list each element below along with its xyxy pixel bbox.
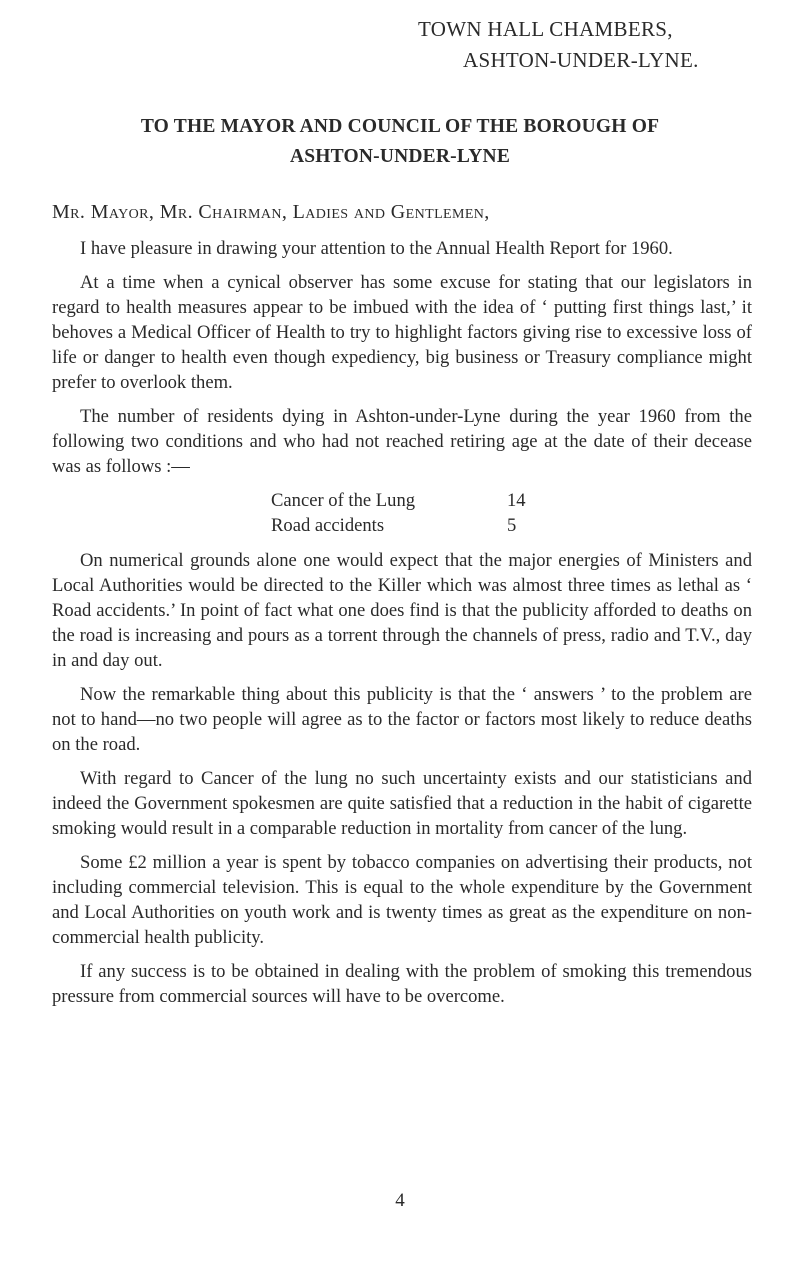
stat-label: Road accidents (271, 515, 385, 536)
mortality-table (52, 488, 752, 538)
report-body (52, 236, 752, 1018)
paragraph: At a time when a cynical observer has some excuse for stating that our legislators in regard to health measures appear to be imbued with the idea of ‘ putting first things last,’ it behoves a Medical Officer of Health to try to highlight factors giving rise to excessive loss of life or danger to health even though expediency, big business or Treasury compliance might prefer to overlook them. (52, 272, 752, 393)
paragraph: Now the remarkable thing about this publicity is that the ‘ answers ’ to the problem are not to hand—no two people will agree as to the factor or factors most likely to reduce deaths on the road. (52, 684, 752, 755)
paragraph: The number of residents dying in Ashton-under-Lyne during the year 1960 from the following two conditions and who had not reached retiring age at the date of their decease was as follows :— (52, 406, 752, 477)
stat-value: 5 (507, 515, 517, 536)
page-number: 4 (395, 1190, 405, 1211)
paragraph: Some £2 million a year is spent by tobacco companies on advertising their products, not including commercial television. This is equal to the whole expenditure by the Government and Local Authorities on youth work and is twenty times as great as the expenditure on non-commercial health publicity. (52, 852, 752, 948)
stat-row (271, 488, 752, 513)
heading-line-1: TO THE MAYOR AND COUNCIL OF THE BOROUGH OF (140, 116, 660, 137)
stat-value: 14 (507, 490, 526, 511)
address-line-2: ASHTON-UNDER-LYNE. (463, 48, 699, 72)
paragraph: I have pleasure in drawing your attention to the Annual Health Report for 1960. (80, 238, 673, 259)
heading-line-2: ASHTON-UNDER-LYNE (289, 146, 511, 167)
salutation: Mr. Mayor, Mr. Chairman, Ladies and Gentlemen, (52, 201, 490, 223)
document-heading (50, 112, 750, 172)
stat-row (271, 513, 752, 538)
stat-label: Cancer of the Lung (271, 490, 416, 511)
address-line-1: TOWN HALL CHAMBERS, (418, 17, 673, 41)
paragraph: On numerical grounds alone one would expect that the major energies of Ministers and Local Authorities would be directed to the Killer which was almost three times as lethal as ‘ Road accidents.’ In point of fact what one does find is that the publicity afforded to deaths on the road is increasing and pours as a torrent through the channels of press, radio and T.V., day in and day out. (52, 550, 752, 671)
paragraph: With regard to Cancer of the lung no such uncertainty exists and our statisticians and indeed the Government spokesmen are quite satisfied that a reduction in the habit of cigarette smoking would result in a comparable reduction in mortality from cancer of the lung. (52, 768, 752, 839)
paragraph: If any success is to be obtained in dealing with the problem of smoking this tremendous pressure from commercial sources will have to be overcome. (52, 961, 752, 1007)
